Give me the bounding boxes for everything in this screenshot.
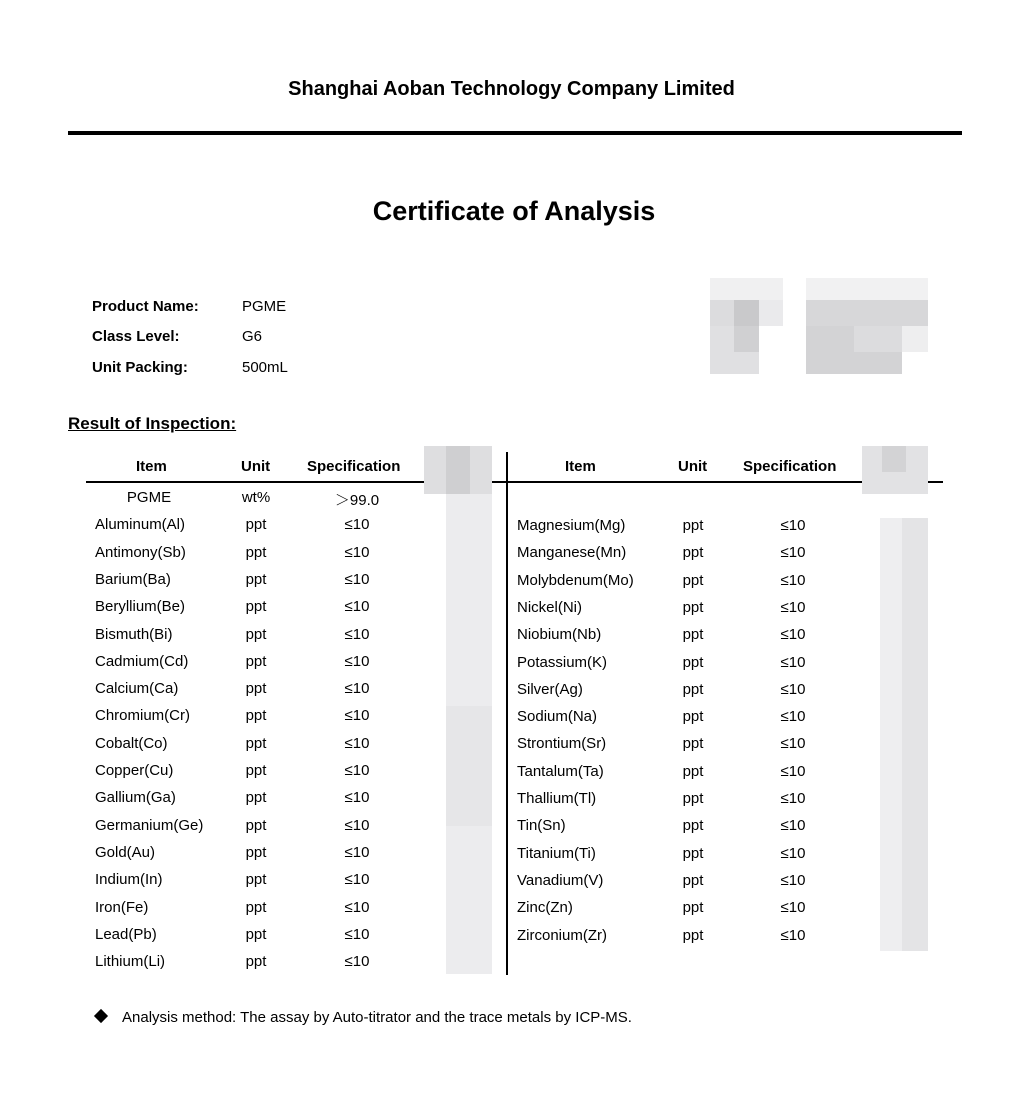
left-row-item: Lead(Pb) — [95, 925, 157, 943]
right-row-unit: ppt — [682, 899, 704, 917]
right-row-item: Strontium(Sr) — [517, 735, 607, 753]
left-row-spec: ≤10 — [344, 707, 370, 725]
left-row-unit: ppt — [245, 843, 267, 861]
left-row-spec: ≤10 — [344, 898, 370, 916]
right-row-unit: ppt — [682, 844, 704, 862]
left-row-unit: ppt — [245, 762, 267, 779]
right-row-item: Zirconium(Zr) — [517, 926, 607, 944]
right-row-item: Vanadium(V) — [517, 871, 604, 889]
product-name-label: Product Name: — [92, 298, 199, 315]
left-row-unit: ppt — [245, 516, 267, 534]
right-row-spec: ≤10 — [780, 899, 806, 917]
right-row-unit: ppt — [682, 517, 704, 534]
left-row-unit: ppt — [245, 625, 267, 643]
left-row-unit: ppt — [245, 871, 267, 889]
left-row-unit: wt% — [241, 489, 271, 506]
right-header-spec: Specification — [743, 458, 837, 475]
right-row-item: Tin(Sn) — [517, 817, 566, 835]
right-row-spec: ≤10 — [780, 598, 806, 616]
left-row-item: PGME — [126, 489, 172, 506]
left-row-spec: ≤10 — [344, 652, 370, 670]
left-row-item: Beryllium(Be) — [95, 598, 186, 616]
right-row-unit: ppt — [682, 680, 704, 698]
left-row-item: Gold(Au) — [95, 843, 156, 861]
left-row-unit: ppt — [245, 570, 267, 588]
left-row-spec: ≤10 — [344, 762, 370, 779]
left-row-item: Germanium(Ge) — [95, 816, 204, 834]
right-row-spec: ≤10 — [780, 544, 806, 562]
right-row-item: Thallium(Tl) — [517, 790, 597, 807]
left-row-item: Indium(In) — [95, 871, 163, 889]
analysis-method-text: Analysis method: The assay by Auto-titrator and the trace metals by ICP-MS. — [122, 1009, 632, 1026]
right-row-unit: ppt — [682, 817, 704, 835]
left-header-unit: Unit — [241, 458, 271, 475]
left-row-item: Iron(Fe) — [95, 898, 149, 916]
left-row-spec: ≤10 — [344, 871, 370, 889]
right-row-item: Manganese(Mn) — [517, 544, 627, 562]
diamond-bullet-icon — [94, 1009, 108, 1023]
left-row-item: Chromium(Cr) — [95, 707, 190, 725]
header-rule — [68, 131, 962, 135]
right-row-unit: ppt — [682, 598, 704, 616]
right-row-item: Molybdenum(Mo) — [517, 571, 634, 589]
right-row-item: Tantalum(Ta) — [517, 762, 604, 780]
right-row-spec: ≤10 — [780, 680, 806, 698]
left-row-item: Calcium(Ca) — [95, 680, 179, 698]
left-row-item: Aluminum(Al) — [95, 516, 186, 534]
left-row-spec: ≤10 — [344, 925, 370, 943]
class-level-label: Class Level: — [92, 328, 180, 345]
left-row-spec: ≤10 — [344, 516, 370, 534]
right-row-item: Silver(Ag) — [517, 680, 583, 698]
left-row-spec: ≤10 — [344, 625, 370, 643]
redacted-left-results — [424, 446, 492, 974]
right-row-item: Niobium(Nb) — [517, 626, 602, 644]
result-heading: Result of Inspection: — [68, 414, 237, 433]
left-row-item: Bismuth(Bi) — [95, 625, 173, 643]
right-row-unit: ppt — [682, 626, 704, 644]
left-row-spec: ＞99.0 — [334, 492, 380, 509]
analysis-note — [96, 1009, 632, 1026]
redacted-stamp — [710, 278, 928, 378]
left-row-spec: ≤10 — [344, 953, 370, 971]
left-row-item: Barium(Ba) — [95, 570, 171, 588]
left-row-spec: ≤10 — [344, 570, 370, 588]
right-row-spec: ≤10 — [780, 708, 806, 726]
right-row-unit: ppt — [682, 926, 704, 944]
left-row-item: Gallium(Ga) — [95, 789, 176, 807]
left-row-item: Cadmium(Cd) — [95, 652, 189, 670]
redacted-right-results — [862, 446, 928, 951]
unit-packing-value: 500mL — [242, 359, 288, 376]
left-row-unit: ppt — [245, 652, 267, 670]
right-row-spec: ≤10 — [780, 871, 806, 889]
right-row-spec: ≤10 — [780, 762, 806, 780]
column-divider — [506, 452, 508, 975]
right-row-spec: ≤10 — [780, 844, 806, 862]
left-row-item: Antimony(Sb) — [95, 543, 186, 561]
left-row-item: Lithium(Li) — [95, 953, 166, 971]
left-row-spec: ≤10 — [344, 816, 370, 834]
left-row-spec: ≤10 — [344, 789, 370, 807]
unit-packing-label: Unit Packing: — [92, 359, 188, 376]
right-row-item: Nickel(Ni) — [517, 598, 582, 616]
left-row-unit: ppt — [245, 816, 267, 834]
left-row-unit: ppt — [245, 925, 267, 943]
left-row-unit: ppt — [245, 734, 267, 752]
right-row-spec: ≤10 — [780, 735, 806, 753]
right-row-unit: ppt — [682, 871, 704, 889]
left-row-unit: ppt — [245, 543, 267, 561]
left-row-item: Cobalt(Co) — [95, 734, 168, 752]
right-row-spec: ≤10 — [780, 926, 806, 944]
right-row-spec: ≤10 — [780, 817, 806, 835]
right-row-spec: ≤10 — [780, 626, 806, 644]
right-row-unit: ppt — [682, 735, 704, 753]
right-row-spec: ≤10 — [780, 517, 806, 534]
right-row-item: Sodium(Na) — [517, 708, 598, 726]
left-row-unit: ppt — [245, 707, 267, 725]
right-header-unit: Unit — [678, 458, 708, 475]
right-row-item: Potassium(K) — [517, 653, 608, 671]
left-row-unit: ppt — [245, 680, 267, 698]
left-row-unit: ppt — [245, 953, 267, 971]
right-row-item: Titanium(Ti) — [517, 844, 596, 862]
left-row-item: Copper(Cu) — [95, 762, 174, 779]
left-row-spec: ≤10 — [344, 543, 370, 561]
left-header-spec: Specification — [307, 458, 401, 475]
left-row-spec: ≤10 — [344, 843, 370, 861]
right-header-item: Item — [565, 458, 596, 475]
right-row-unit: ppt — [682, 544, 704, 562]
product-name-value: PGME — [242, 298, 287, 315]
left-row-spec: ≤10 — [344, 734, 370, 752]
left-row-spec: ≤10 — [344, 598, 370, 616]
left-header-item: Item — [136, 458, 167, 475]
left-row-unit: ppt — [245, 898, 267, 916]
right-row-unit: ppt — [682, 708, 704, 726]
class-level-value: G6 — [242, 328, 263, 345]
right-row-unit: ppt — [682, 653, 704, 671]
right-row-unit: ppt — [682, 762, 704, 780]
left-row-unit: ppt — [245, 789, 267, 807]
left-row-unit: ppt — [245, 598, 267, 616]
right-row-spec: ≤10 — [780, 571, 806, 589]
right-row-item: Zinc(Zn) — [517, 899, 573, 917]
right-row-spec: ≤10 — [780, 653, 806, 671]
document-title: Certificate of Analysis — [372, 196, 656, 226]
right-row-unit: ppt — [682, 790, 704, 807]
right-row-spec: ≤10 — [780, 790, 806, 807]
company-name: Shanghai Aoban Technology Company Limited — [288, 78, 735, 100]
left-row-spec: ≤10 — [344, 680, 370, 698]
right-row-item: Magnesium(Mg) — [517, 517, 626, 534]
right-row-unit: ppt — [682, 571, 704, 589]
